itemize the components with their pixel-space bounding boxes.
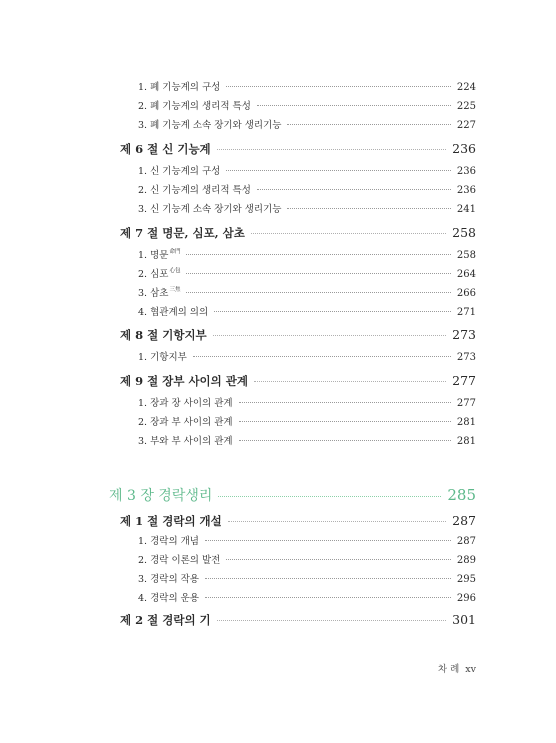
toc-entry-page: 236 <box>456 185 476 196</box>
leader-dots <box>186 254 450 255</box>
toc-entry-label: 3. 폐 기능계 소속 장기와 생리기능 <box>138 120 282 131</box>
hanja-note: 三焦 <box>169 287 181 293</box>
toc-entry-label: 3. 경락의 작용 <box>138 574 199 585</box>
leader-dots <box>239 402 451 403</box>
leader-dots <box>239 421 451 422</box>
toc-entry[interactable] <box>138 98 476 112</box>
toc-entry-page: 296 <box>456 593 476 604</box>
toc-entry-page: 224 <box>456 82 476 93</box>
leader-dots <box>257 105 451 106</box>
leader-dots <box>254 381 446 382</box>
toc-entry-label: 4. 협관계의 의의 <box>138 307 209 318</box>
toc-entry[interactable] <box>138 590 476 604</box>
leader-dots <box>213 335 446 336</box>
toc-entry-label: 2. 심포 <box>138 269 169 280</box>
toc-entry[interactable] <box>138 79 476 93</box>
toc-section-page: 277 <box>452 373 476 388</box>
leader-dots <box>186 292 450 293</box>
toc-chapter-page: 285 <box>447 486 476 504</box>
toc-section[interactable] <box>120 513 476 529</box>
toc-section[interactable] <box>120 612 476 628</box>
toc-entry[interactable] <box>138 117 476 131</box>
toc-entry-label: 3. 삼초 <box>138 288 169 299</box>
leader-dots <box>226 86 451 87</box>
toc-entry-label: 1. 신 기능계의 구성 <box>138 166 221 177</box>
toc-section-label: 제 6 절 신 기능계 <box>120 142 211 156</box>
toc-entry-page: 295 <box>456 574 476 585</box>
toc-entry-page: 266 <box>456 288 476 299</box>
leader-dots <box>214 311 451 312</box>
leader-dots <box>205 540 451 541</box>
toc-entry[interactable] <box>138 247 476 261</box>
leader-dots <box>239 440 451 441</box>
toc-entry-page: 236 <box>456 166 476 177</box>
leader-dots <box>193 356 451 357</box>
toc-section[interactable] <box>120 327 476 343</box>
leader-dots <box>228 521 446 522</box>
toc-entry-label: 3. 부와 부 사이의 관계 <box>138 436 233 447</box>
toc-section[interactable] <box>120 225 476 241</box>
leader-dots <box>217 149 446 150</box>
toc-entry[interactable] <box>138 395 476 409</box>
toc-entry-page: 289 <box>456 555 476 566</box>
toc-entry[interactable] <box>138 433 476 447</box>
leader-dots <box>226 559 451 560</box>
toc-entry-page: 281 <box>456 417 476 428</box>
leader-dots <box>205 597 451 598</box>
toc-entry-page: 277 <box>456 398 476 409</box>
toc-entry-page: 287 <box>456 536 476 547</box>
toc-entry-label: 1. 경락의 개념 <box>138 536 199 547</box>
toc-section-page: 236 <box>452 141 476 156</box>
hanja-note: 心包 <box>169 268 181 274</box>
toc-section-label: 제 2 절 경락의 기 <box>120 613 211 627</box>
toc-entry[interactable] <box>138 285 476 299</box>
toc-entry[interactable] <box>138 552 476 566</box>
toc-entry-label: 3. 신 기능계 소속 장기와 생리기능 <box>138 204 282 215</box>
toc-entry[interactable] <box>138 304 476 318</box>
toc-entry[interactable] <box>138 163 476 177</box>
leader-dots <box>251 233 446 234</box>
toc-entry-page: 241 <box>456 204 476 215</box>
toc-entry-page: 273 <box>456 352 476 363</box>
toc-chapter-label: 제 3 장 경락생리 <box>109 488 213 504</box>
toc-section[interactable] <box>120 141 476 157</box>
toc-entry-page: 227 <box>456 120 476 131</box>
toc-entry[interactable] <box>138 571 476 585</box>
leader-dots <box>205 578 451 579</box>
footer-page-number: xv <box>465 664 476 675</box>
toc-entry-page: 271 <box>456 307 476 318</box>
toc-entry-label: 2. 신 기능계의 생리적 특성 <box>138 185 251 196</box>
toc-entry-page: 258 <box>456 250 476 261</box>
toc-entry-label: 1. 기항지부 <box>138 352 187 363</box>
leader-dots <box>218 496 441 497</box>
toc-section-page: 258 <box>452 225 476 240</box>
toc-entry[interactable] <box>138 533 476 547</box>
toc-entry[interactable] <box>138 349 476 363</box>
toc-section-label: 제 1 절 경락의 개설 <box>120 514 222 528</box>
toc-entry-label: 2. 장과 부 사이의 관계 <box>138 417 233 428</box>
toc-section[interactable] <box>120 373 476 389</box>
toc-chapter[interactable] <box>109 485 476 505</box>
toc-section-page: 273 <box>452 327 476 342</box>
page-footer <box>432 661 476 675</box>
toc-section-label: 제 9 절 장부 사이의 관계 <box>120 374 248 388</box>
toc-section-label: 제 8 절 기항지부 <box>120 328 207 342</box>
leader-dots <box>186 273 450 274</box>
leader-dots <box>217 620 446 621</box>
toc-entry-label: 1. 폐 기능계의 구성 <box>138 82 221 93</box>
toc-entry-label: 2. 경락 이론의 발전 <box>138 555 221 566</box>
leader-dots <box>257 189 451 190</box>
toc-entry-label: 4. 경락의 운용 <box>138 593 199 604</box>
toc-section-label: 제 7 절 명문, 심포, 삼초 <box>120 226 245 240</box>
toc-entry-label: 2. 폐 기능계의 생리적 특성 <box>138 101 251 112</box>
leader-dots <box>287 208 450 209</box>
hanja-note: 命門 <box>169 249 181 255</box>
toc-entry[interactable] <box>138 182 476 196</box>
toc-section-page: 287 <box>452 513 476 528</box>
toc-entry[interactable] <box>138 266 476 280</box>
toc-entry[interactable] <box>138 414 476 428</box>
toc-entry-page: 225 <box>456 101 476 112</box>
toc-entry-page: 281 <box>456 436 476 447</box>
toc-entry-page: 264 <box>456 269 476 280</box>
toc-entry-label: 1. 명문 <box>138 250 169 261</box>
leader-dots <box>226 170 451 171</box>
toc-section-page: 301 <box>452 612 476 627</box>
footer-title: 차 례 <box>437 664 460 675</box>
toc-entry-label: 1. 장과 장 사이의 관계 <box>138 398 233 409</box>
toc-entry[interactable] <box>138 201 476 215</box>
leader-dots <box>287 124 450 125</box>
